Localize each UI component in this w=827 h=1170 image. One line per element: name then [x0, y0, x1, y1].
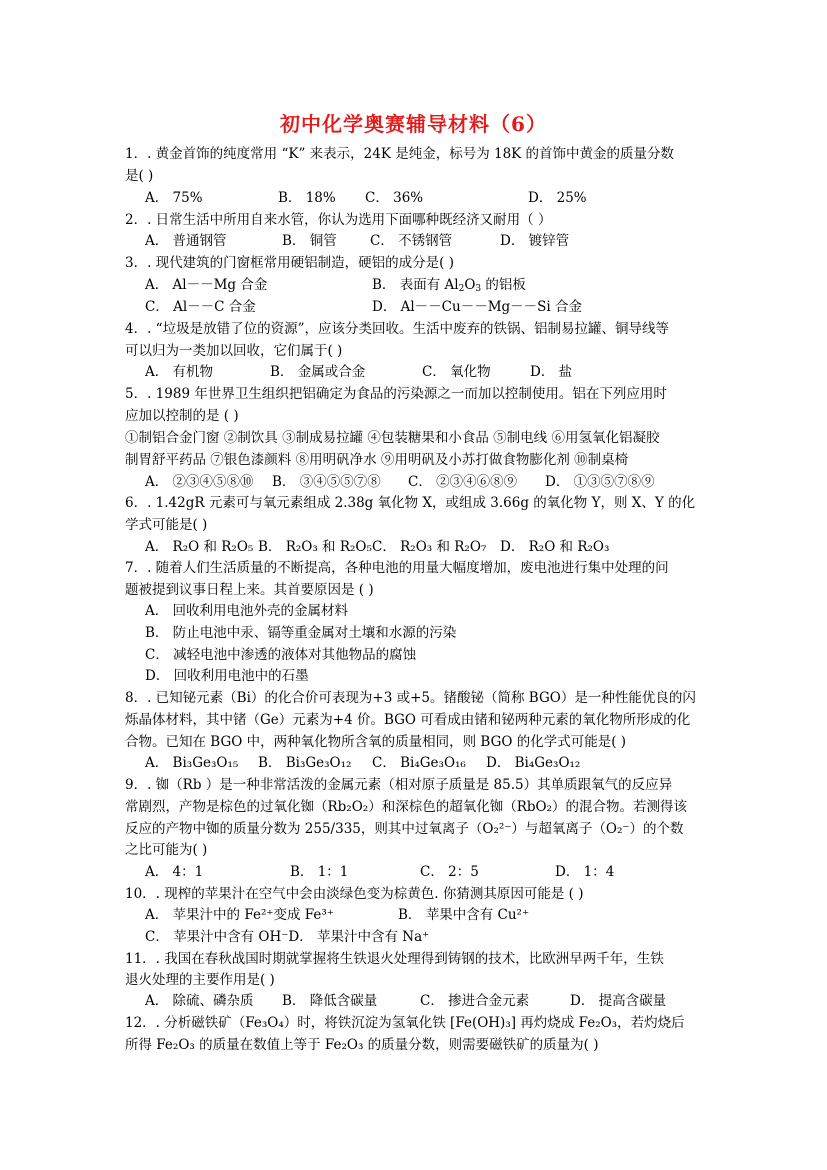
- question-5-option-c: C． ②③④⑥⑧⑨: [408, 474, 518, 490]
- question-6-line-1: 6．. 1.42gR 元素可与氧元素组成 2.38g 氧化物 X，或组成 3.66g 的氧化物 Y，则 X、Y 的化: [125, 495, 696, 511]
- question-9-line-4: 之比可能为( ): [125, 842, 208, 858]
- question-9-option-c: C． 2：5: [420, 864, 479, 880]
- option-b-text: O: [464, 277, 476, 293]
- question-3-option-a: A． Al－－Mg 合金: [145, 277, 268, 293]
- subscript: 2: [458, 284, 465, 294]
- question-4-option-d: D． 盐: [530, 364, 573, 380]
- question-8-line-2: 烁晶体材料，其中锗（Ge）元素为+4 价。BGO 可看成由锗和铋两种元素的氧化物所形成的化: [125, 712, 691, 728]
- question-9-option-b: B． 1：1: [290, 864, 349, 880]
- question-7-option-b: B． 防止电池中汞、镉等重金属对土壤和水源的污染: [145, 625, 457, 641]
- question-9-line-3: 反应的产物中铷的质量分数为 255/335，则其中过氧离子（O₂²⁻）与超氧离子（O₂⁻）的个数: [125, 821, 684, 837]
- subscript: 3: [475, 284, 482, 294]
- question-4-option-a: A． 有机物: [145, 364, 214, 380]
- question-11-option-b: B． 降低含碳量: [282, 993, 378, 1009]
- question-1-option-b: B． 18%: [278, 190, 336, 206]
- question-7-option-c: C． 减轻电池中渗透的液体对其他物品的腐蚀: [145, 647, 417, 663]
- question-10-line-1: 10．. 现榨的苹果汁在空气中会由淡绿色变为棕黄色. 你猜测其原因可能是 ( ): [125, 886, 584, 902]
- question-1-option-d: D． 25%: [528, 190, 587, 206]
- question-8-option-b: B． Bi₃Ge₃O₁₂: [258, 755, 352, 771]
- question-10-option-c-d: C． 苹果汁中含有 OH⁻D． 苹果汁中含有 Na⁺: [145, 929, 430, 945]
- question-6-option-a: A． R₂O 和 R₂O₅: [145, 539, 254, 555]
- question-9-line-2: 常剧烈，产物是棕色的过氧化铷（Rb₂O₂）和深棕色的超氧化铷（RbO₂）的混合物。若测得该: [125, 799, 687, 815]
- question-11-option-a: A． 除硫、磷杂质: [145, 993, 254, 1009]
- question-8-line-3: 合物。已知在 BGO 中，两种氧化物所含氧的质量相同，则 BGO 的化学式可能是( ): [125, 734, 627, 750]
- question-12-line-2: 所得 Fe₂O₃ 的质量在数值上等于 Fe₂O₃ 的质量分数，则需要磁铁矿的质量为( ): [125, 1037, 599, 1053]
- question-8-option-d: D． Bi₄Ge₃O₁₂: [486, 755, 581, 771]
- question-2-line-1: 2．. 日常生活中所用自来水管，你认为选用下面哪种既经济又耐用（ ）: [125, 212, 552, 228]
- question-6-line-2: 学式可能是( ): [125, 517, 208, 533]
- page-title: 初中化学奥赛辅导材料（6）: [280, 112, 547, 136]
- question-8-line-1: 8．. 已知铋元素（Bi）的化合价可表现为+3 或+5。锗酸铋（简称 BGO）是一种性能优良的闪: [125, 690, 696, 706]
- question-3-option-c: C． Al－－C 合金: [145, 299, 256, 315]
- question-7-option-a: A． 回收利用电池外壳的金属材料: [145, 603, 349, 619]
- question-5-line-1: 5．. 1989 年世界卫生组织把铝确定为食品的污染源之一而加以控制使用。铝在下列应用时: [125, 386, 667, 402]
- option-b-text: B． 表面有 Al: [372, 277, 459, 293]
- question-6-option-b: B． R₂O₃ 和 R₂O₅: [258, 539, 372, 555]
- question-7-line-1: 7．. 随着人们生活质量的不断提高，各种电池的用量大幅度增加，废电池进行集中处理的问: [125, 560, 669, 576]
- question-7-option-d: D． 回收利用电池中的石墨: [145, 668, 309, 684]
- question-4-line-1: 4．. “垃圾是放错了位的资源”，应该分类回收。生活中废弃的铁锅、铝制易拉罐、铜导线等: [125, 321, 669, 337]
- question-11-line-1: 11．. 我国在春秋战国时期就掌握将生铁退火处理得到铸钢的技术，比欧洲早两千年，生铁: [125, 951, 664, 967]
- question-11-option-d: D． 提高含碳量: [570, 993, 667, 1009]
- question-1-option-a: A． 75%: [145, 190, 203, 206]
- question-12-line-1: 12．. 分析磁铁矿（Fe₃O₄）时，将铁沉淀为氢氧化铁 [Fe(OH)₃] 再灼烧成 Fe₂O₃，若灼烧后: [125, 1015, 685, 1031]
- question-8-option-c: C． Bi₄Ge₃O₁₆: [372, 755, 466, 771]
- question-4-line-2: 可以归为一类加以回收，它们属于( ): [125, 343, 343, 359]
- question-9-option-d: D． 1：4: [555, 864, 615, 880]
- question-9-option-a: A． 4：1: [145, 864, 204, 880]
- question-6-option-c: C． R₂O₃ 和 R₂O₇: [372, 539, 487, 555]
- question-5-line-2: 应加以控制的是 ( ): [125, 408, 239, 424]
- question-7-line-2: 题被提到议事日程上来。其首要原因是 ( ): [125, 582, 374, 598]
- question-4-option-b: B． 金属或合金: [270, 364, 366, 380]
- question-8-option-a: A． Bi₃Ge₃O₁₅: [145, 755, 239, 771]
- question-6-option-d: D． R₂O 和 R₂O₃: [500, 539, 610, 555]
- question-3-option-b: [372, 275, 526, 299]
- question-2-option-c: C． 不锈钢管: [370, 233, 453, 249]
- question-11-option-c: C． 掺进合金元素: [420, 993, 530, 1009]
- question-2-option-d: D． 镀锌管: [500, 233, 570, 249]
- question-10-option-b: B． 苹果中含有 Cu²⁺: [398, 907, 530, 923]
- question-5-option-d: D． ①③⑤⑦⑧⑨: [545, 474, 655, 490]
- question-5-option-a: A． ②③④⑤⑧⑩: [145, 474, 254, 490]
- question-2-option-a: A． 普通钢管: [145, 233, 227, 249]
- question-1-option-c: C． 36%: [365, 190, 424, 206]
- question-5-line-3: ①制铝合金门窗 ②制饮具 ③制成易拉罐 ④包装糖果和小食品 ⑤制电线 ⑥用氢氧化铝凝胶: [125, 430, 660, 446]
- question-3-line-1: 3．. 现代建筑的门窗框常用硬铝制造，硬铝的成分是( ): [125, 255, 454, 271]
- question-10-option-a: A． 苹果汁中的 Fe²⁺变成 Fe³⁺: [145, 907, 334, 923]
- question-1-line-2: 是( ): [125, 168, 154, 184]
- question-1-line-1: 1．. 黄金首饰的纯度常用 “K” 来表示，24K 是纯金，标号为 18K 的首饰中黄金的质量分数: [125, 146, 675, 162]
- question-5-option-b: B． ③④⑤⑤⑦⑧: [272, 474, 381, 490]
- question-9-line-1: 9．. 铷（Rb ）是一种非常活泼的金属元素（相对原子质量是 85.5）其单质跟氧气的反应异: [125, 777, 673, 793]
- question-11-line-2: 退火处理的主要作用是( ): [125, 972, 275, 988]
- question-3-option-d: D． Al－－Cu－－Mg－－Si 合金: [372, 299, 583, 315]
- question-4-option-c: C． 氧化物: [422, 364, 491, 380]
- question-5-line-4: 制胃舒平药品 ⑦银色漆颜料 ⑧用明矾净水 ⑨用明矾及小苏打做食物膨化剂 ⑩制桌椅: [125, 452, 629, 468]
- question-2-option-b: B． 铜管: [282, 233, 337, 249]
- option-b-text: 的铝板: [481, 277, 526, 293]
